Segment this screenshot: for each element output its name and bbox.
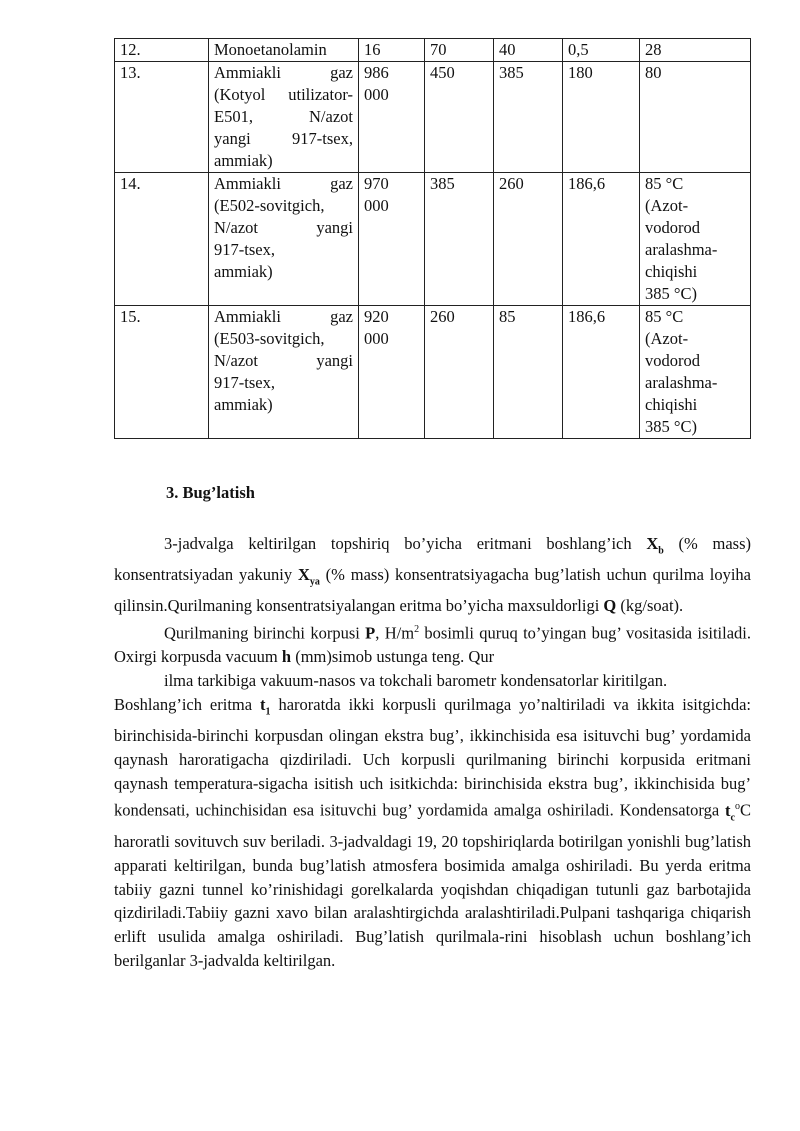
cell-line: 28	[645, 40, 662, 59]
table-row	[115, 62, 751, 173]
cell-line: ammiak)	[214, 151, 273, 170]
section-body	[114, 532, 751, 973]
cell-line: aralashma-	[645, 373, 718, 392]
table-row	[115, 173, 751, 306]
cell-name	[209, 39, 359, 62]
cell-line: 80	[645, 63, 662, 82]
cell-line: (E502-sovitgich,	[214, 196, 325, 215]
cell-c5	[640, 39, 751, 62]
cell-c2	[425, 173, 494, 306]
cell-line: 85 °C	[645, 174, 684, 193]
cell-line: 920	[364, 307, 389, 326]
cell-line: 85 °C	[645, 307, 684, 326]
cell-line: 13.	[120, 63, 141, 82]
cell-line: 180	[568, 63, 593, 82]
cell-c5	[640, 306, 751, 439]
cell-c1	[359, 62, 425, 173]
cell-line: 260	[430, 307, 455, 326]
cell-c3	[494, 173, 563, 306]
cell-line: N/azot yangi	[214, 218, 353, 237]
table-row	[115, 306, 751, 439]
cell-num	[115, 39, 209, 62]
cell-c1	[359, 306, 425, 439]
data-table	[114, 38, 751, 439]
table-row	[115, 39, 751, 62]
cell-line: 12.	[120, 40, 141, 59]
cell-c3	[494, 62, 563, 173]
cell-line: chiqishi	[645, 262, 698, 281]
cell-num	[115, 62, 209, 173]
cell-c2	[425, 306, 494, 439]
cell-line: (E503-sovitgich,	[214, 329, 325, 348]
paragraph-4: Boshlang’ich eritma $t_1$ haroratda ikki korpusli qurilmaga yo’naltiriladi va ikkita isitgichda: birinchisida-birinchi korpusdan olingan ekstra bug’, ikkinchisida esa isituvchi bug’ yordamida qaynash haroratigacha qizdiriladi. Uch korpusli qurilmaning birinchi korpusida eritmani qaynash temperatura-sigacha isitish uch isitkichda: birinchisida ekstra bug’, ikkinchisida bug’ kondensati, uchinchisidan esa isituvchi bug’ yordamida amalga oshiriladi. Kondensatorga $t_c^oC$ haroratli sovituvch suv beriladi. 3-jadvaldagi 19, 20 topshiriqlarda botirilgan yonishli bug’latish apparati keltirilgan, bunda bug’latish atmosfera bosimida amalga oshiriladi. Bu yerda eritma tabiiy gazni tunnel ko’rinishidagi gorelkalarda yoqishdan chiqadigan tutunli gaz barbotajida qizdiriladi.Tabiiy gazni xavo bilan aralashtirgichda aralashtiriladi.Pulpani tashqariga chiqarish erlift usulida amalga oshiriladi. Bug’latish qurilmala-rini hisoblash uchun boshlang’ich berilganlar 3-jadvalda keltirilgan.	[114, 694, 751, 970]
cell-line: 40	[499, 40, 516, 59]
cell-line: yangi 917-tsex,	[214, 129, 353, 148]
cell-line: 260	[499, 174, 524, 193]
table-body	[115, 39, 751, 439]
cell-line: ammiak)	[214, 395, 273, 414]
section-title: 3. Bug’latish	[166, 483, 255, 502]
cell-line: chiqishi	[645, 395, 698, 414]
cell-line: (Azot-	[645, 196, 689, 215]
cell-line: 85	[499, 307, 516, 326]
cell-c2	[425, 62, 494, 173]
cell-line: 000	[364, 85, 389, 104]
cell-c3	[494, 39, 563, 62]
cell-c4	[563, 173, 640, 306]
cell-line: 917-tsex,	[214, 240, 275, 259]
cell-c3	[494, 306, 563, 439]
cell-c1	[359, 39, 425, 62]
cell-line: E501, N/azot	[214, 107, 353, 126]
cell-line: (Kotyol utilizator-	[214, 85, 353, 104]
cell-line: aralashma-	[645, 240, 718, 259]
cell-line: 15.	[120, 307, 141, 326]
cell-c5	[640, 62, 751, 173]
cell-num	[115, 173, 209, 306]
cell-name	[209, 173, 359, 306]
cell-c5	[640, 173, 751, 306]
cell-line: Ammiakli gaz	[214, 174, 353, 193]
cell-line: 986	[364, 63, 389, 82]
cell-line: 450	[430, 63, 455, 82]
cell-line: 186,6	[568, 174, 606, 193]
cell-line: 385	[499, 63, 524, 82]
cell-line: vodorod	[645, 218, 700, 237]
cell-c1	[359, 173, 425, 306]
cell-line: Ammiakli gaz	[214, 63, 353, 82]
cell-c4	[563, 62, 640, 173]
cell-line: 70	[430, 40, 447, 59]
cell-line: 14.	[120, 174, 141, 193]
cell-line: Monoetanolamin	[214, 40, 327, 59]
cell-line: vodorod	[645, 351, 700, 370]
cell-name	[209, 306, 359, 439]
cell-line: 0,5	[568, 40, 589, 59]
paragraph-2: Qurilmaning birinchi korpusi P, $H/m^2$ bosimli quruq to’yingan bug’ vositasida isitiladi. Oxirgi korpusda vacuum h (mm)simob ustunga teng. Qur	[114, 623, 751, 667]
cell-line: 385 °C)	[645, 417, 697, 436]
cell-line: 385 °C)	[645, 284, 697, 303]
cell-line: ammiak)	[214, 262, 273, 281]
paragraph-1: 3-jadvalga keltirilgan topshiriq bo’yicha eritmani boshlang’ich $X_b$ (% mass) konsentratsiyadan yakuniy $X_{ya}$ (% mass) konsentratsiyagacha bug’latish uchun qurilma loyiha qilinsin.Qurilmaning konsentratsiyalangan eritma bo’yicha maxsuldorligi Q (kg/soat).	[114, 534, 751, 616]
cell-num	[115, 306, 209, 439]
cell-line: (Azot-	[645, 329, 689, 348]
cell-line: N/azot yangi	[214, 351, 353, 370]
cell-c2	[425, 39, 494, 62]
cell-line: 186,6	[568, 307, 606, 326]
cell-line: 385	[430, 174, 455, 193]
cell-line: 16	[364, 40, 381, 59]
cell-line: 000	[364, 329, 389, 348]
cell-line: 000	[364, 196, 389, 215]
cell-line: Ammiakli gaz	[214, 307, 353, 326]
cell-line: 917-tsex,	[214, 373, 275, 392]
paragraph-3: ilma tarkibiga vakuum-nasos va tokchali barometr kondensatorlar kiritilgan.	[164, 671, 668, 691]
cell-line: 970	[364, 174, 389, 193]
cell-c4	[563, 39, 640, 62]
cell-name	[209, 62, 359, 173]
cell-c4	[563, 306, 640, 439]
